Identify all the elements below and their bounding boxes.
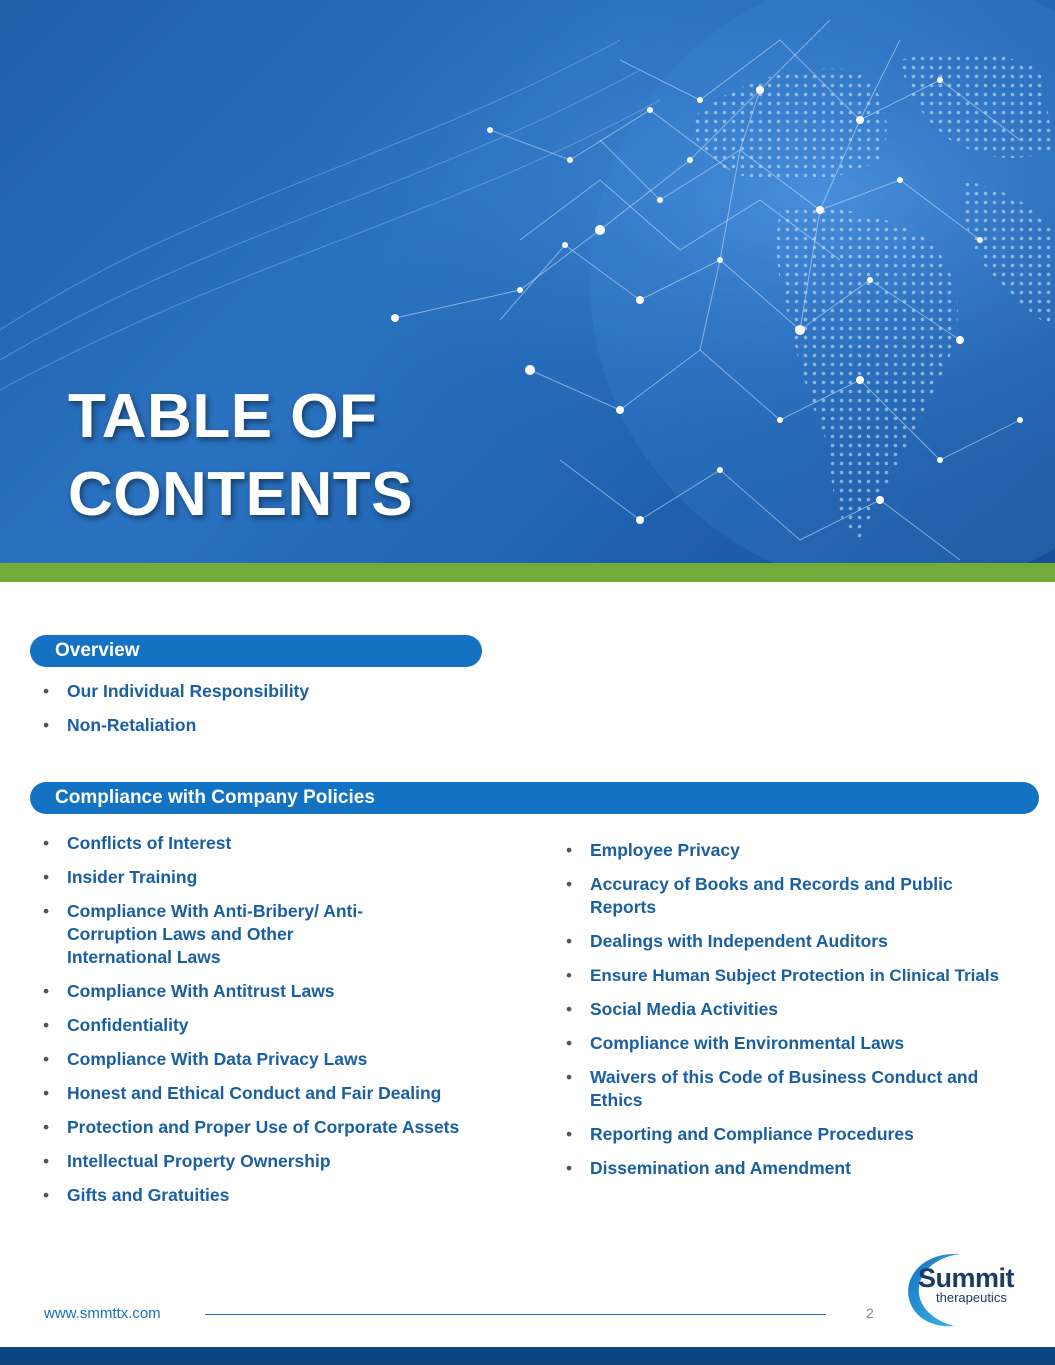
list-item[interactable]: • Social Media Activities: [566, 998, 1041, 1021]
list-item[interactable]: • Confidentiality: [43, 1014, 503, 1037]
list-item[interactable]: • Compliance With Anti-Bribery/ Anti-Corruption Laws and Other International Laws: [43, 900, 367, 969]
compliance-list-right: [566, 839, 1041, 1191]
list-item[interactable]: • Compliance With Data Privacy Laws: [43, 1048, 503, 1071]
bottom-band: [0, 1347, 1055, 1365]
title-line-1: TABLE OF: [68, 382, 378, 451]
accent-stripe: [0, 563, 1055, 582]
compliance-list-left: [43, 832, 503, 1218]
list-item[interactable]: • Our Individual Responsibility: [43, 680, 503, 703]
list-item[interactable]: • Dissemination and Amendment: [566, 1157, 1041, 1180]
section-heading-compliance: [30, 782, 1039, 814]
list-item[interactable]: • Accuracy of Books and Records and Public Reports: [566, 873, 990, 919]
list-item[interactable]: • Employee Privacy: [566, 839, 1041, 862]
list-item[interactable]: • Gifts and Gratuities: [43, 1184, 503, 1207]
logo-subtitle: therapeutics: [936, 1290, 1007, 1305]
footer-website-link[interactable]: www.smmttx.com: [44, 1305, 161, 1322]
list-item[interactable]: • Ensure Human Subject Protection in Clinical Trials: [566, 964, 1041, 987]
list-item[interactable]: • Reporting and Compliance Procedures: [566, 1123, 1041, 1146]
logo-wordmark: Summit: [918, 1263, 1015, 1293]
title-line-2: CONTENTS: [68, 460, 413, 529]
list-item[interactable]: • Insider Training: [43, 866, 503, 889]
section-heading-label: Compliance with Company Policies: [55, 787, 375, 808]
list-item[interactable]: • Non-Retaliation: [43, 714, 503, 737]
list-item[interactable]: • Intellectual Property Ownership: [43, 1150, 503, 1173]
page-number: 2: [866, 1305, 874, 1321]
section-heading-overview: [30, 635, 482, 667]
footer-divider: [205, 1314, 826, 1315]
list-item[interactable]: • Waivers of this Code of Business Conduct and Ethics: [566, 1066, 990, 1112]
list-item[interactable]: • Dealings with Independent Auditors: [566, 930, 1041, 953]
page-title: [68, 378, 413, 534]
list-item[interactable]: • Honest and Ethical Conduct and Fair Dealing: [43, 1082, 503, 1105]
list-item[interactable]: • Protection and Proper Use of Corporate Assets: [43, 1116, 503, 1139]
list-item[interactable]: • Compliance with Environmental Laws: [566, 1032, 1041, 1055]
overview-list: [43, 680, 503, 748]
section-heading-label: Overview: [55, 640, 140, 661]
list-item[interactable]: • Conflicts of Interest: [43, 832, 503, 855]
list-item[interactable]: • Compliance With Antitrust Laws: [43, 980, 503, 1003]
hero-banner: [0, 0, 1055, 563]
